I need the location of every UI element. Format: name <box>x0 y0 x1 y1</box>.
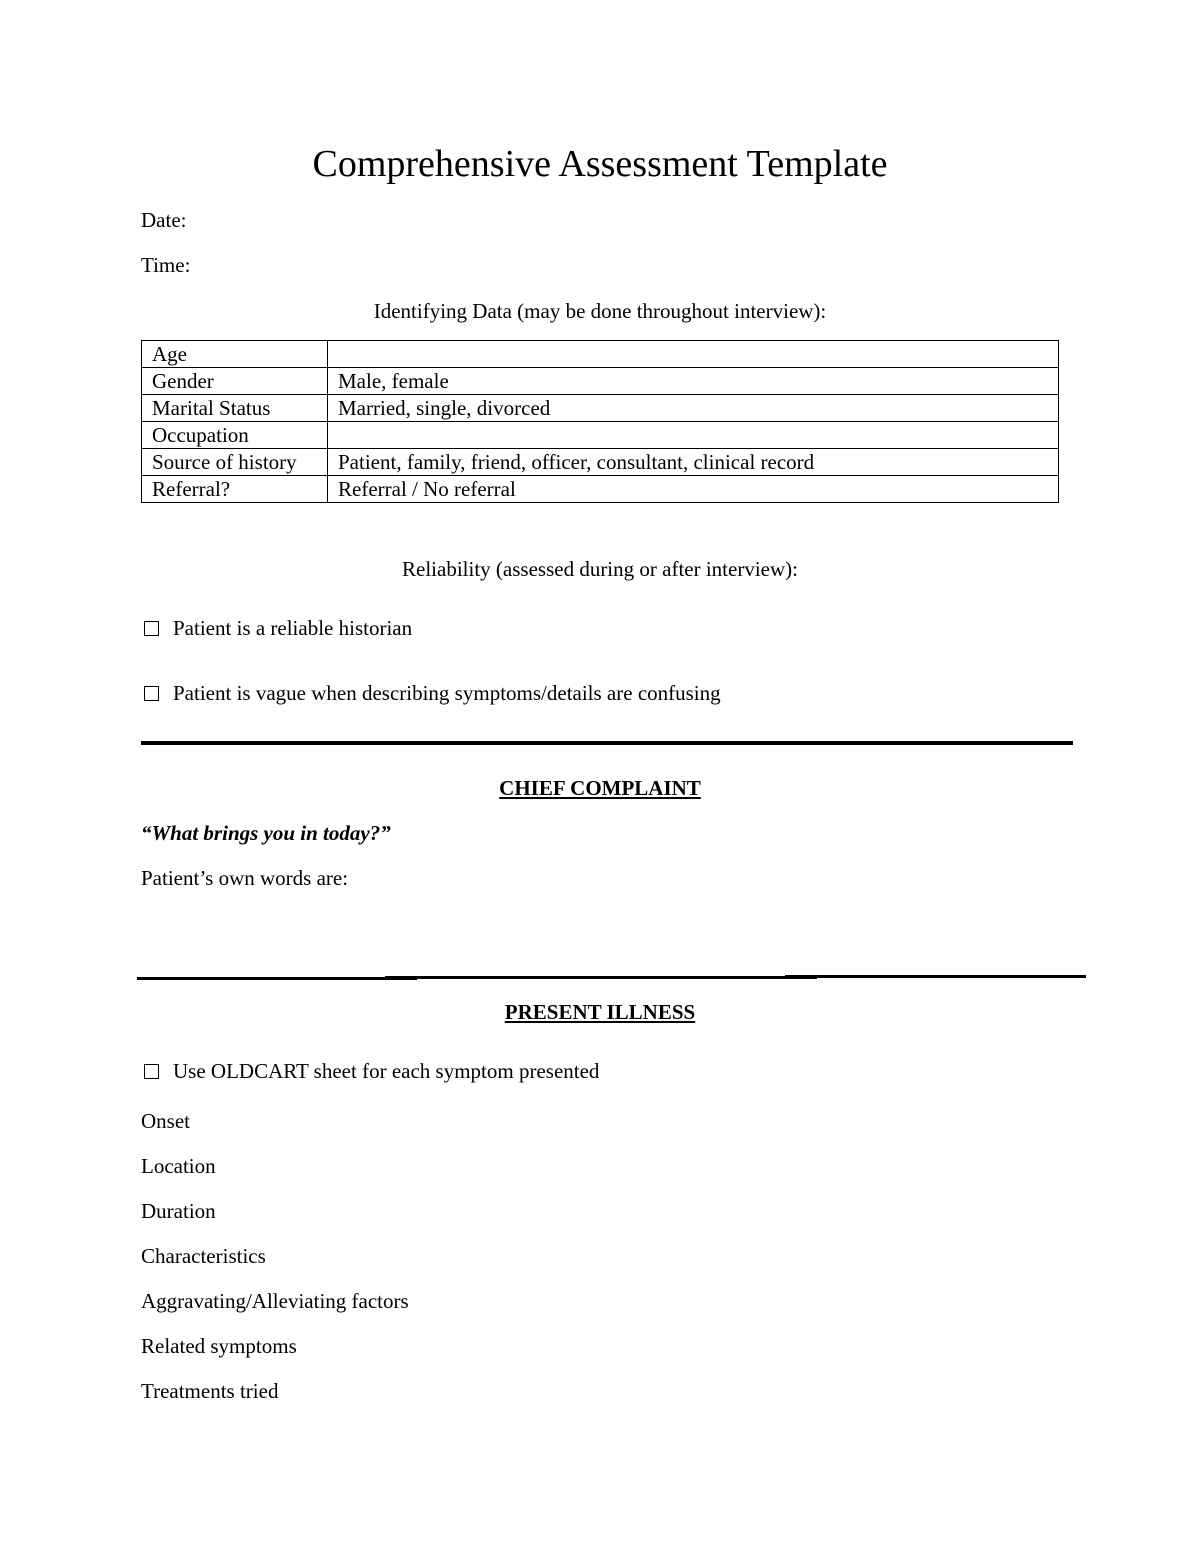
reliability-heading: Reliability (assessed during or after interview): <box>402 557 798 581</box>
row-label: Age <box>142 341 328 368</box>
list-item: Treatments tried <box>141 1379 279 1403</box>
table-row <box>142 395 1059 422</box>
list-item: Aggravating/Alleviating factors <box>141 1289 409 1313</box>
identifying-data-heading: Identifying Data (may be done throughout interview): <box>373 299 827 323</box>
date-label: Date: <box>141 208 187 232</box>
row-label: Occupation <box>142 422 328 449</box>
list-item: Duration <box>141 1199 216 1223</box>
document-title: Comprehensive Assessment Template <box>312 143 888 185</box>
table-row <box>142 341 1059 368</box>
list-item: Onset <box>141 1109 190 1133</box>
checkbox-icon[interactable] <box>144 1064 159 1079</box>
oldcart-option[interactable] <box>144 1058 599 1084</box>
reliability-option-vague[interactable] <box>144 680 721 706</box>
table-row <box>142 476 1059 503</box>
row-value[interactable]: Patient, family, friend, officer, consultant, clinical record <box>328 449 1059 476</box>
section-divider <box>137 977 417 980</box>
present-illness-heading: PRESENT ILLNESS <box>504 1000 696 1024</box>
option-label: Use OLDCART sheet for each symptom presented <box>173 1059 600 1083</box>
table-row <box>142 368 1059 395</box>
row-label: Gender <box>142 368 328 395</box>
option-label: Patient is vague when describing symptoms/details are confusing <box>173 681 721 705</box>
row-label: Marital Status <box>142 395 328 422</box>
identifying-data-table <box>141 340 1059 503</box>
list-item: Characteristics <box>141 1244 266 1268</box>
option-label: Patient is a reliable historian <box>173 616 413 640</box>
section-divider <box>785 975 1086 978</box>
time-label: Time: <box>141 253 191 277</box>
row-value[interactable]: Referral / No referral <box>328 476 1059 503</box>
section-divider <box>385 976 817 979</box>
table-row <box>142 422 1059 449</box>
reliability-option-reliable[interactable] <box>144 615 412 641</box>
chief-complaint-heading: CHIEF COMPLAINT <box>499 776 701 800</box>
chief-complaint-question: “What brings you in today?” <box>141 821 391 845</box>
list-item: Related symptoms <box>141 1334 297 1358</box>
row-value[interactable] <box>328 341 1059 368</box>
list-item: Location <box>141 1154 216 1178</box>
row-value[interactable]: Male, female <box>328 368 1059 395</box>
own-words-label: Patient’s own words are: <box>141 866 349 890</box>
table-row <box>142 449 1059 476</box>
row-label: Referral? <box>142 476 328 503</box>
row-value[interactable]: Married, single, divorced <box>328 395 1059 422</box>
checkbox-icon[interactable] <box>144 686 159 701</box>
row-value[interactable] <box>328 422 1059 449</box>
checkbox-icon[interactable] <box>144 621 159 636</box>
row-label: Source of history <box>142 449 328 476</box>
section-divider <box>141 741 1073 745</box>
